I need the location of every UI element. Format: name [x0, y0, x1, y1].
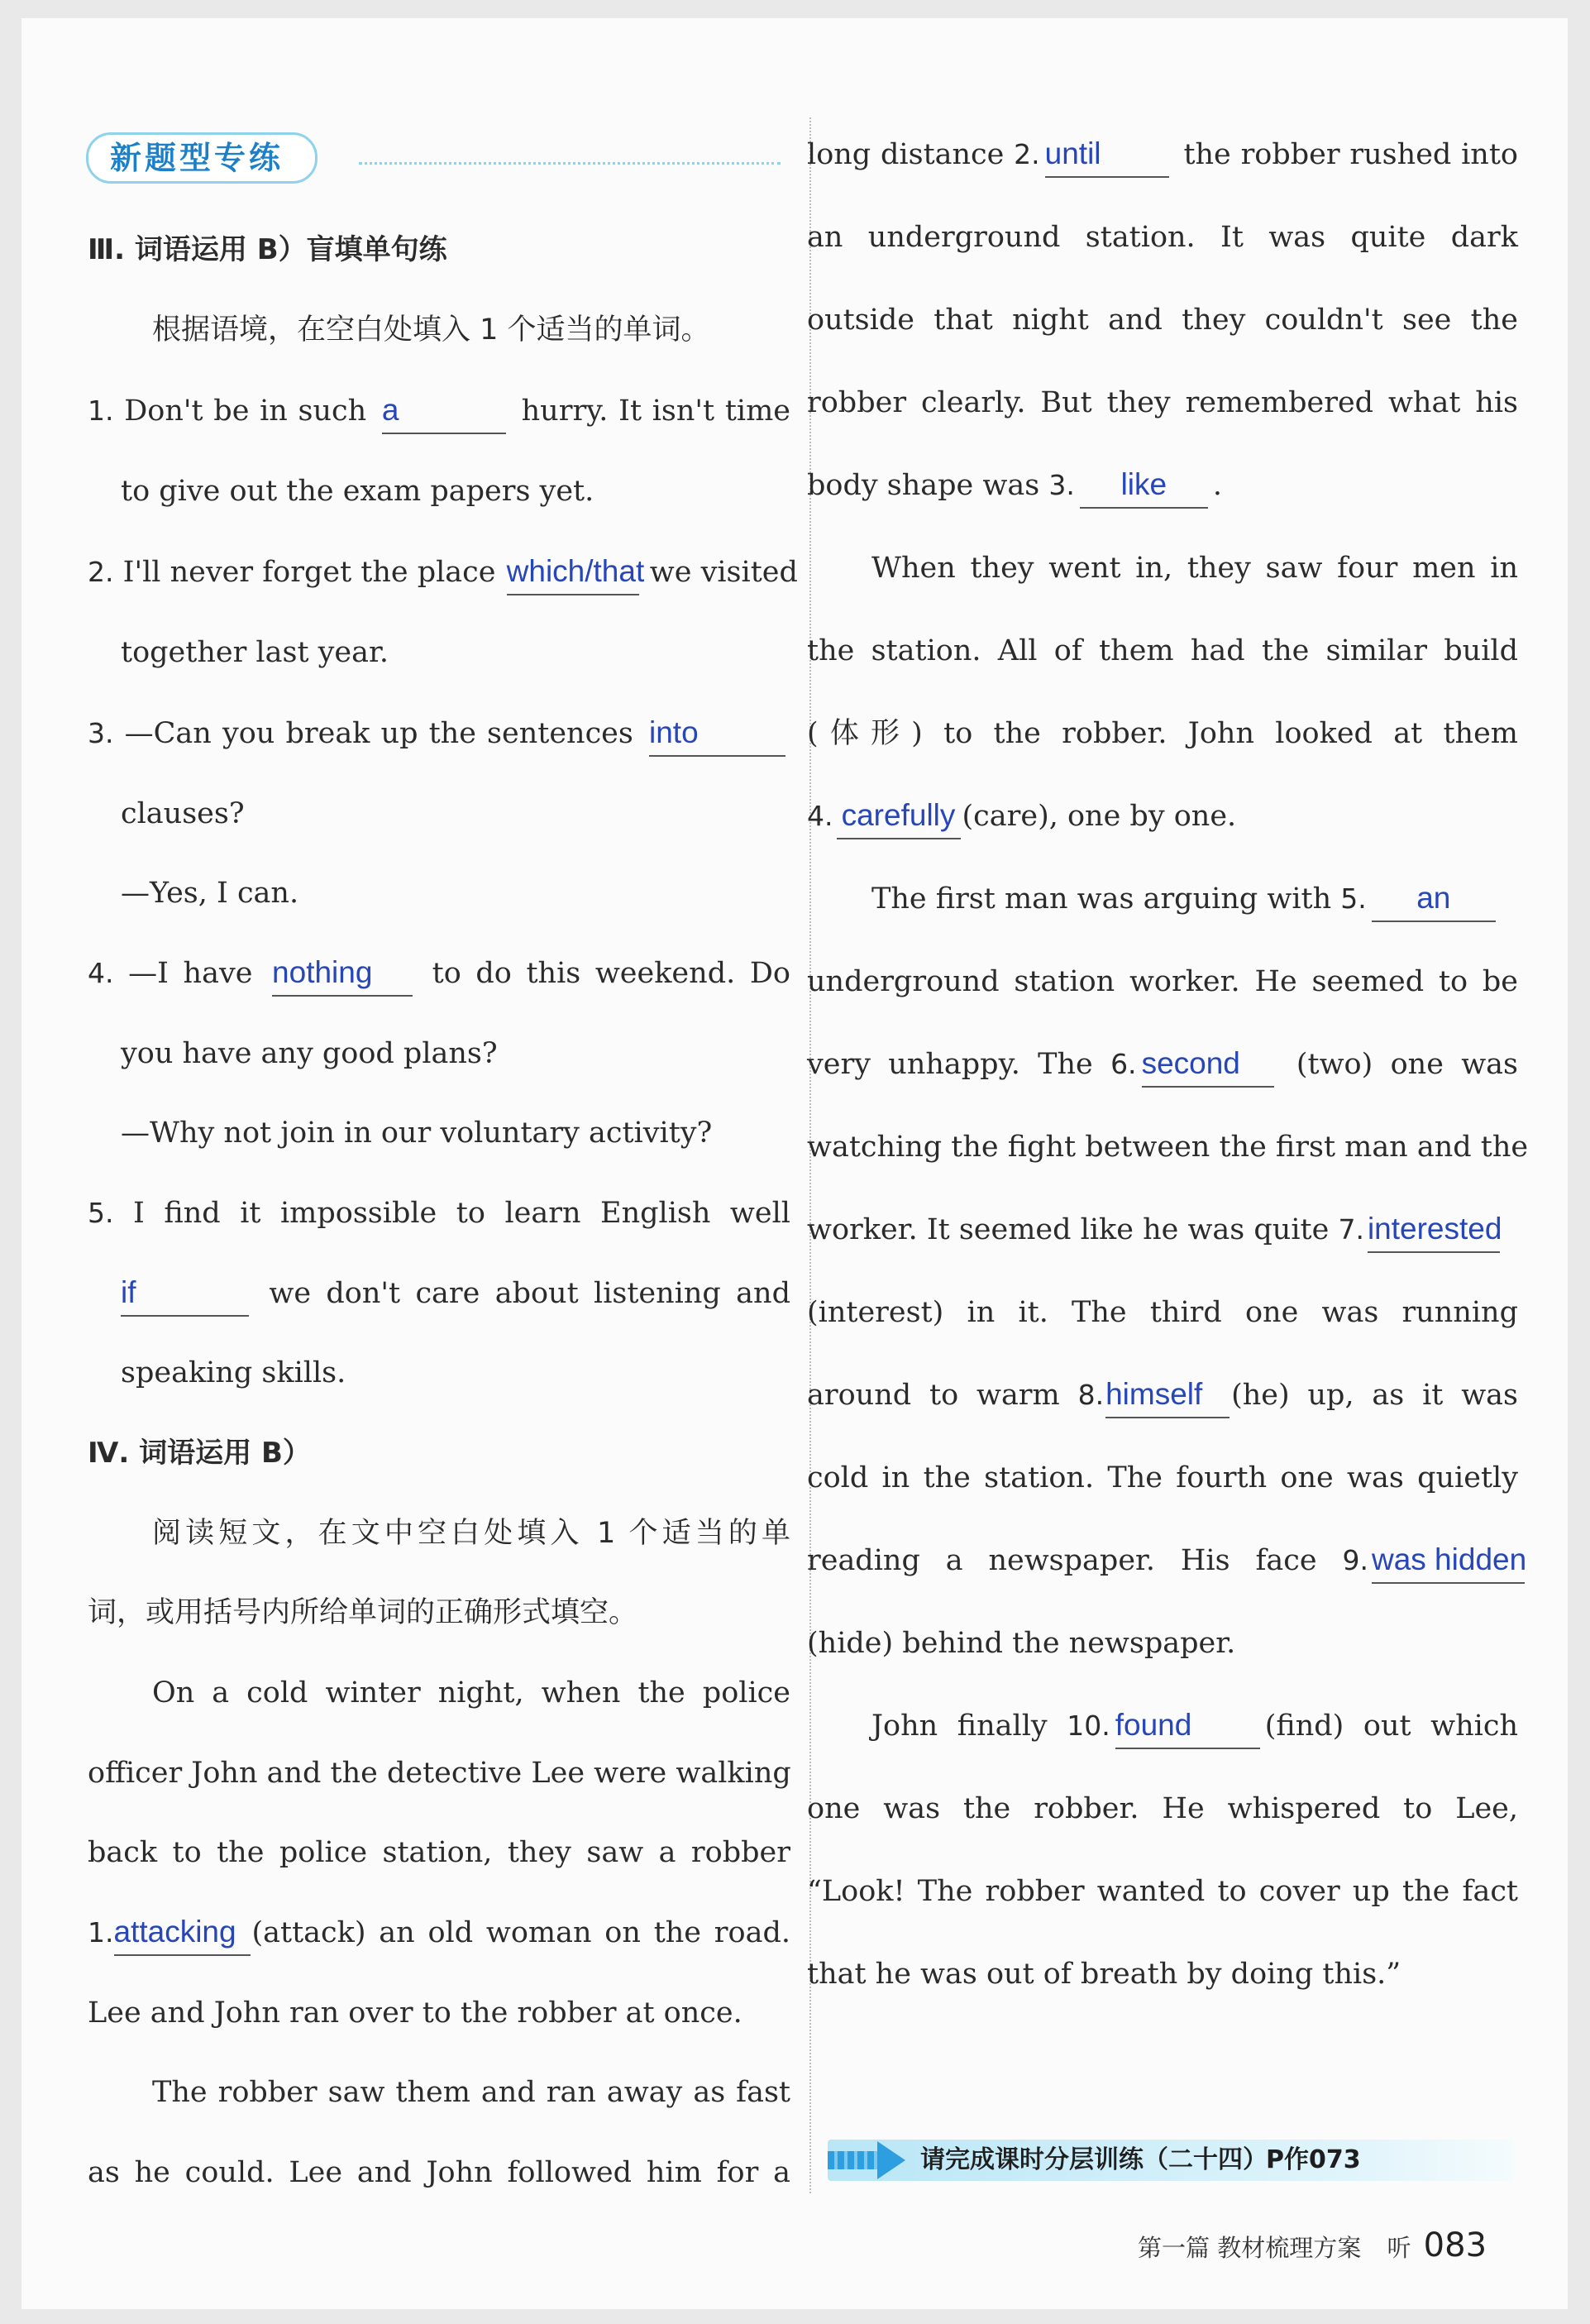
- passage-right-17: cold in the station. The fourth one was quietly: [807, 1461, 1518, 1494]
- q3-line2: clauses?: [121, 797, 245, 830]
- section3-instruction: 根据语境，在空白处填入 1 个适当的单词。: [152, 313, 710, 347]
- b5-number: 5.: [1340, 882, 1367, 915]
- passage-right-23: that he was out of breath by doing this.”: [807, 1958, 1401, 1991]
- banner-title: 新题型专练: [86, 132, 318, 184]
- q3-line1: [88, 709, 790, 758]
- arrow-head-icon: [877, 2141, 905, 2179]
- passage-right-12: [807, 1040, 1518, 1089]
- passage-right-22: “Look! The robber wanted to cover up the fact: [807, 1875, 1518, 1908]
- q4-number: 4.: [88, 957, 114, 989]
- q5-text: I find it impossible to learn English well: [133, 1197, 790, 1230]
- passage-right-2: an underground station. It was quite dark: [807, 221, 1518, 254]
- passage-right-11: underground station worker. He seemed to be: [807, 965, 1518, 998]
- q5-answer: if: [121, 1275, 136, 1309]
- b10-number: 10.: [1067, 1710, 1110, 1742]
- q2-line2: together last year.: [121, 636, 389, 669]
- q2-text-pre: I'll never forget the place: [122, 556, 496, 589]
- b10-blank[interactable]: [1115, 1705, 1260, 1749]
- b1-text-post: (attack) an old woman on the road.: [251, 1916, 790, 1949]
- b4-text-post: (care), one by one.: [962, 800, 1237, 833]
- worksheet-page: [21, 18, 1568, 2309]
- b8-blank[interactable]: [1105, 1374, 1230, 1418]
- passage-right-3: outside that night and they couldn't see the: [807, 304, 1518, 337]
- homework-page-ref: P作073: [1266, 2145, 1361, 2174]
- passage-line-1: On a cold winter night, when the police: [152, 1676, 790, 1710]
- b10-text-pre: John finally: [871, 1710, 1048, 1743]
- passage-right-20: [807, 1701, 1518, 1751]
- b1-blank[interactable]: [114, 1911, 251, 1956]
- b8-text-post: (he) up, as it was: [1231, 1379, 1518, 1412]
- passage-line-5: Lee and John ran over to the robber at once.: [88, 1996, 742, 2030]
- section4-instruction-1: 阅读短文，在文中空白处填入 1 个适当的单: [152, 1517, 790, 1550]
- q1-line1: [88, 386, 790, 436]
- passage-line-2: officer John and the detective Lee were walking: [88, 1757, 791, 1790]
- q3-answer: into: [649, 715, 699, 749]
- b10-answer: found: [1115, 1708, 1192, 1742]
- b2-text-post: the robber rushed into: [1183, 138, 1518, 171]
- section4-instruction-2: 词，或用括号内所给单词的正确形式填空。: [88, 1596, 638, 1629]
- b10-text-post: (find) out which: [1264, 1710, 1518, 1743]
- passage-right-18: [807, 1536, 1525, 1585]
- q5-line3: speaking skills.: [121, 1356, 346, 1389]
- q5-line2: [121, 1269, 790, 1318]
- passage-right-4: robber clearly. But they remembered what his: [807, 386, 1518, 419]
- b5-answer: an: [1416, 881, 1451, 915]
- b2-number: 2.: [1014, 138, 1040, 170]
- b3-number: 3.: [1048, 469, 1075, 501]
- passage-line-7: as he could. Lee and John followed him for a: [88, 2156, 790, 2189]
- passage-right-15: (interest) in it. The third one was running: [807, 1296, 1518, 1329]
- passage-line-6: The robber saw them and ran away as fast: [152, 2076, 790, 2109]
- b6-answer: second: [1141, 1046, 1240, 1080]
- q4-line1: [88, 949, 790, 998]
- q2-answer: which/that: [506, 554, 645, 588]
- b8-answer: himself: [1105, 1377, 1203, 1411]
- b7-blank[interactable]: [1368, 1208, 1500, 1253]
- q4-text-post: to do this weekend. Do: [432, 957, 790, 990]
- q5-number: 5.: [88, 1197, 114, 1229]
- passage-right-9: [807, 791, 1236, 841]
- q1-text-pre: Don't be in such: [124, 395, 367, 428]
- passage-line-4: [88, 1908, 790, 1958]
- q1-number: 1.: [88, 395, 114, 427]
- q4-text-pre: —I have: [128, 957, 253, 990]
- passage-line-3: back to the police station, they saw a robber: [88, 1836, 790, 1869]
- section-banner: [86, 126, 789, 184]
- passage-right-13: watching the fight between the first man and the: [807, 1131, 1529, 1164]
- b1-number: 1.: [88, 1916, 114, 1949]
- q1-blank[interactable]: [382, 390, 506, 434]
- q4-blank[interactable]: [272, 952, 413, 997]
- b2-blank[interactable]: [1045, 133, 1169, 178]
- q2-blank[interactable]: [506, 551, 645, 595]
- b9-blank[interactable]: [1372, 1539, 1525, 1584]
- b4-answer: carefully: [841, 798, 956, 832]
- page-number: 083: [1423, 2226, 1487, 2264]
- footer-part-label: 第一篇 教材梳理方案: [1138, 2234, 1362, 2262]
- b6-text-post: (two) one was: [1296, 1048, 1518, 1081]
- b8-text-pre: around to warm: [807, 1379, 1060, 1412]
- b2-answer: until: [1044, 136, 1101, 170]
- b4-number: 4.: [807, 800, 833, 832]
- b4-blank[interactable]: [837, 795, 961, 839]
- q5-blank[interactable]: [121, 1272, 249, 1317]
- banner-dotted-line: [359, 162, 781, 165]
- passage-right-21: one was the robber. He whispered to Lee,: [807, 1792, 1518, 1825]
- passage-right-19: (hide) behind the newspaper.: [807, 1627, 1236, 1660]
- b3-text-pre: body shape was: [807, 469, 1040, 502]
- q3-text-pre: —Can you break up the sentences: [124, 717, 633, 750]
- passage-right-10: [807, 874, 1501, 924]
- passage-right-16: [807, 1370, 1518, 1420]
- passage-right-6: When they went in, they saw four men in: [871, 552, 1518, 585]
- passage-right-5: [807, 461, 1222, 510]
- homework-reminder-text: 请完成课时分层训练（二十四）: [920, 2145, 1268, 2174]
- q4-line2: you have any good plans?: [121, 1037, 498, 1070]
- b9-number: 9.: [1342, 1544, 1368, 1576]
- q2-number: 2.: [88, 556, 114, 588]
- passage-right-1: [807, 130, 1518, 179]
- passage-right-8: (体形) to the robber. John looked at them: [807, 717, 1518, 750]
- q3-line3: —Yes, I can.: [121, 877, 299, 910]
- b3-answer: like: [1120, 467, 1167, 501]
- b9-text-pre: reading a newspaper. His face: [807, 1544, 1317, 1577]
- section4-title: Ⅳ. 词语运用 B）: [88, 1437, 311, 1470]
- passage-right-14: [807, 1205, 1500, 1255]
- q1-line2: to give out the exam papers yet.: [121, 475, 594, 508]
- q3-number: 3.: [88, 717, 114, 749]
- q3-blank[interactable]: [649, 712, 785, 757]
- q2-line1: [88, 548, 798, 597]
- q5-line1: [88, 1188, 790, 1238]
- b1-answer: attacking: [113, 1915, 236, 1949]
- arrow-icon: [828, 2151, 877, 2169]
- q1-text-post: hurry. It isn't time: [521, 395, 790, 428]
- q4-answer: nothing: [272, 955, 373, 989]
- b3-text-post: .: [1212, 469, 1222, 502]
- b7-number: 7.: [1338, 1213, 1364, 1246]
- page-footer: [1138, 2225, 1487, 2266]
- b7-text-pre: worker. It seemed like he was quite: [807, 1213, 1330, 1246]
- b6-blank[interactable]: [1142, 1043, 1274, 1088]
- b2-text-pre: long distance: [807, 138, 1005, 171]
- homework-reminder-bar: [828, 2140, 1514, 2181]
- b5-text-pre: The first man was arguing with: [871, 882, 1332, 916]
- passage-right-7: the station. All of them had the similar build: [807, 634, 1518, 667]
- b6-text-pre: very unhappy. The: [807, 1048, 1093, 1081]
- b5-blank[interactable]: [1372, 877, 1496, 922]
- q2-text-post: we visited: [649, 556, 798, 589]
- b9-answer: was hidden: [1371, 1542, 1527, 1576]
- q1-answer: a: [381, 393, 399, 427]
- b8-number: 8.: [1077, 1379, 1105, 1411]
- q4-line3: —Why not join in our voluntary activity?: [121, 1117, 713, 1150]
- footer-listen-label: 听: [1387, 2234, 1411, 2262]
- b7-answer: interested: [1367, 1212, 1502, 1246]
- q5-text-post: we don't care about listening and: [269, 1277, 790, 1310]
- b6-number: 6.: [1110, 1048, 1137, 1080]
- section3-title: Ⅲ. 词语运用 B）盲填单句练: [88, 233, 447, 266]
- b3-blank[interactable]: [1080, 464, 1208, 509]
